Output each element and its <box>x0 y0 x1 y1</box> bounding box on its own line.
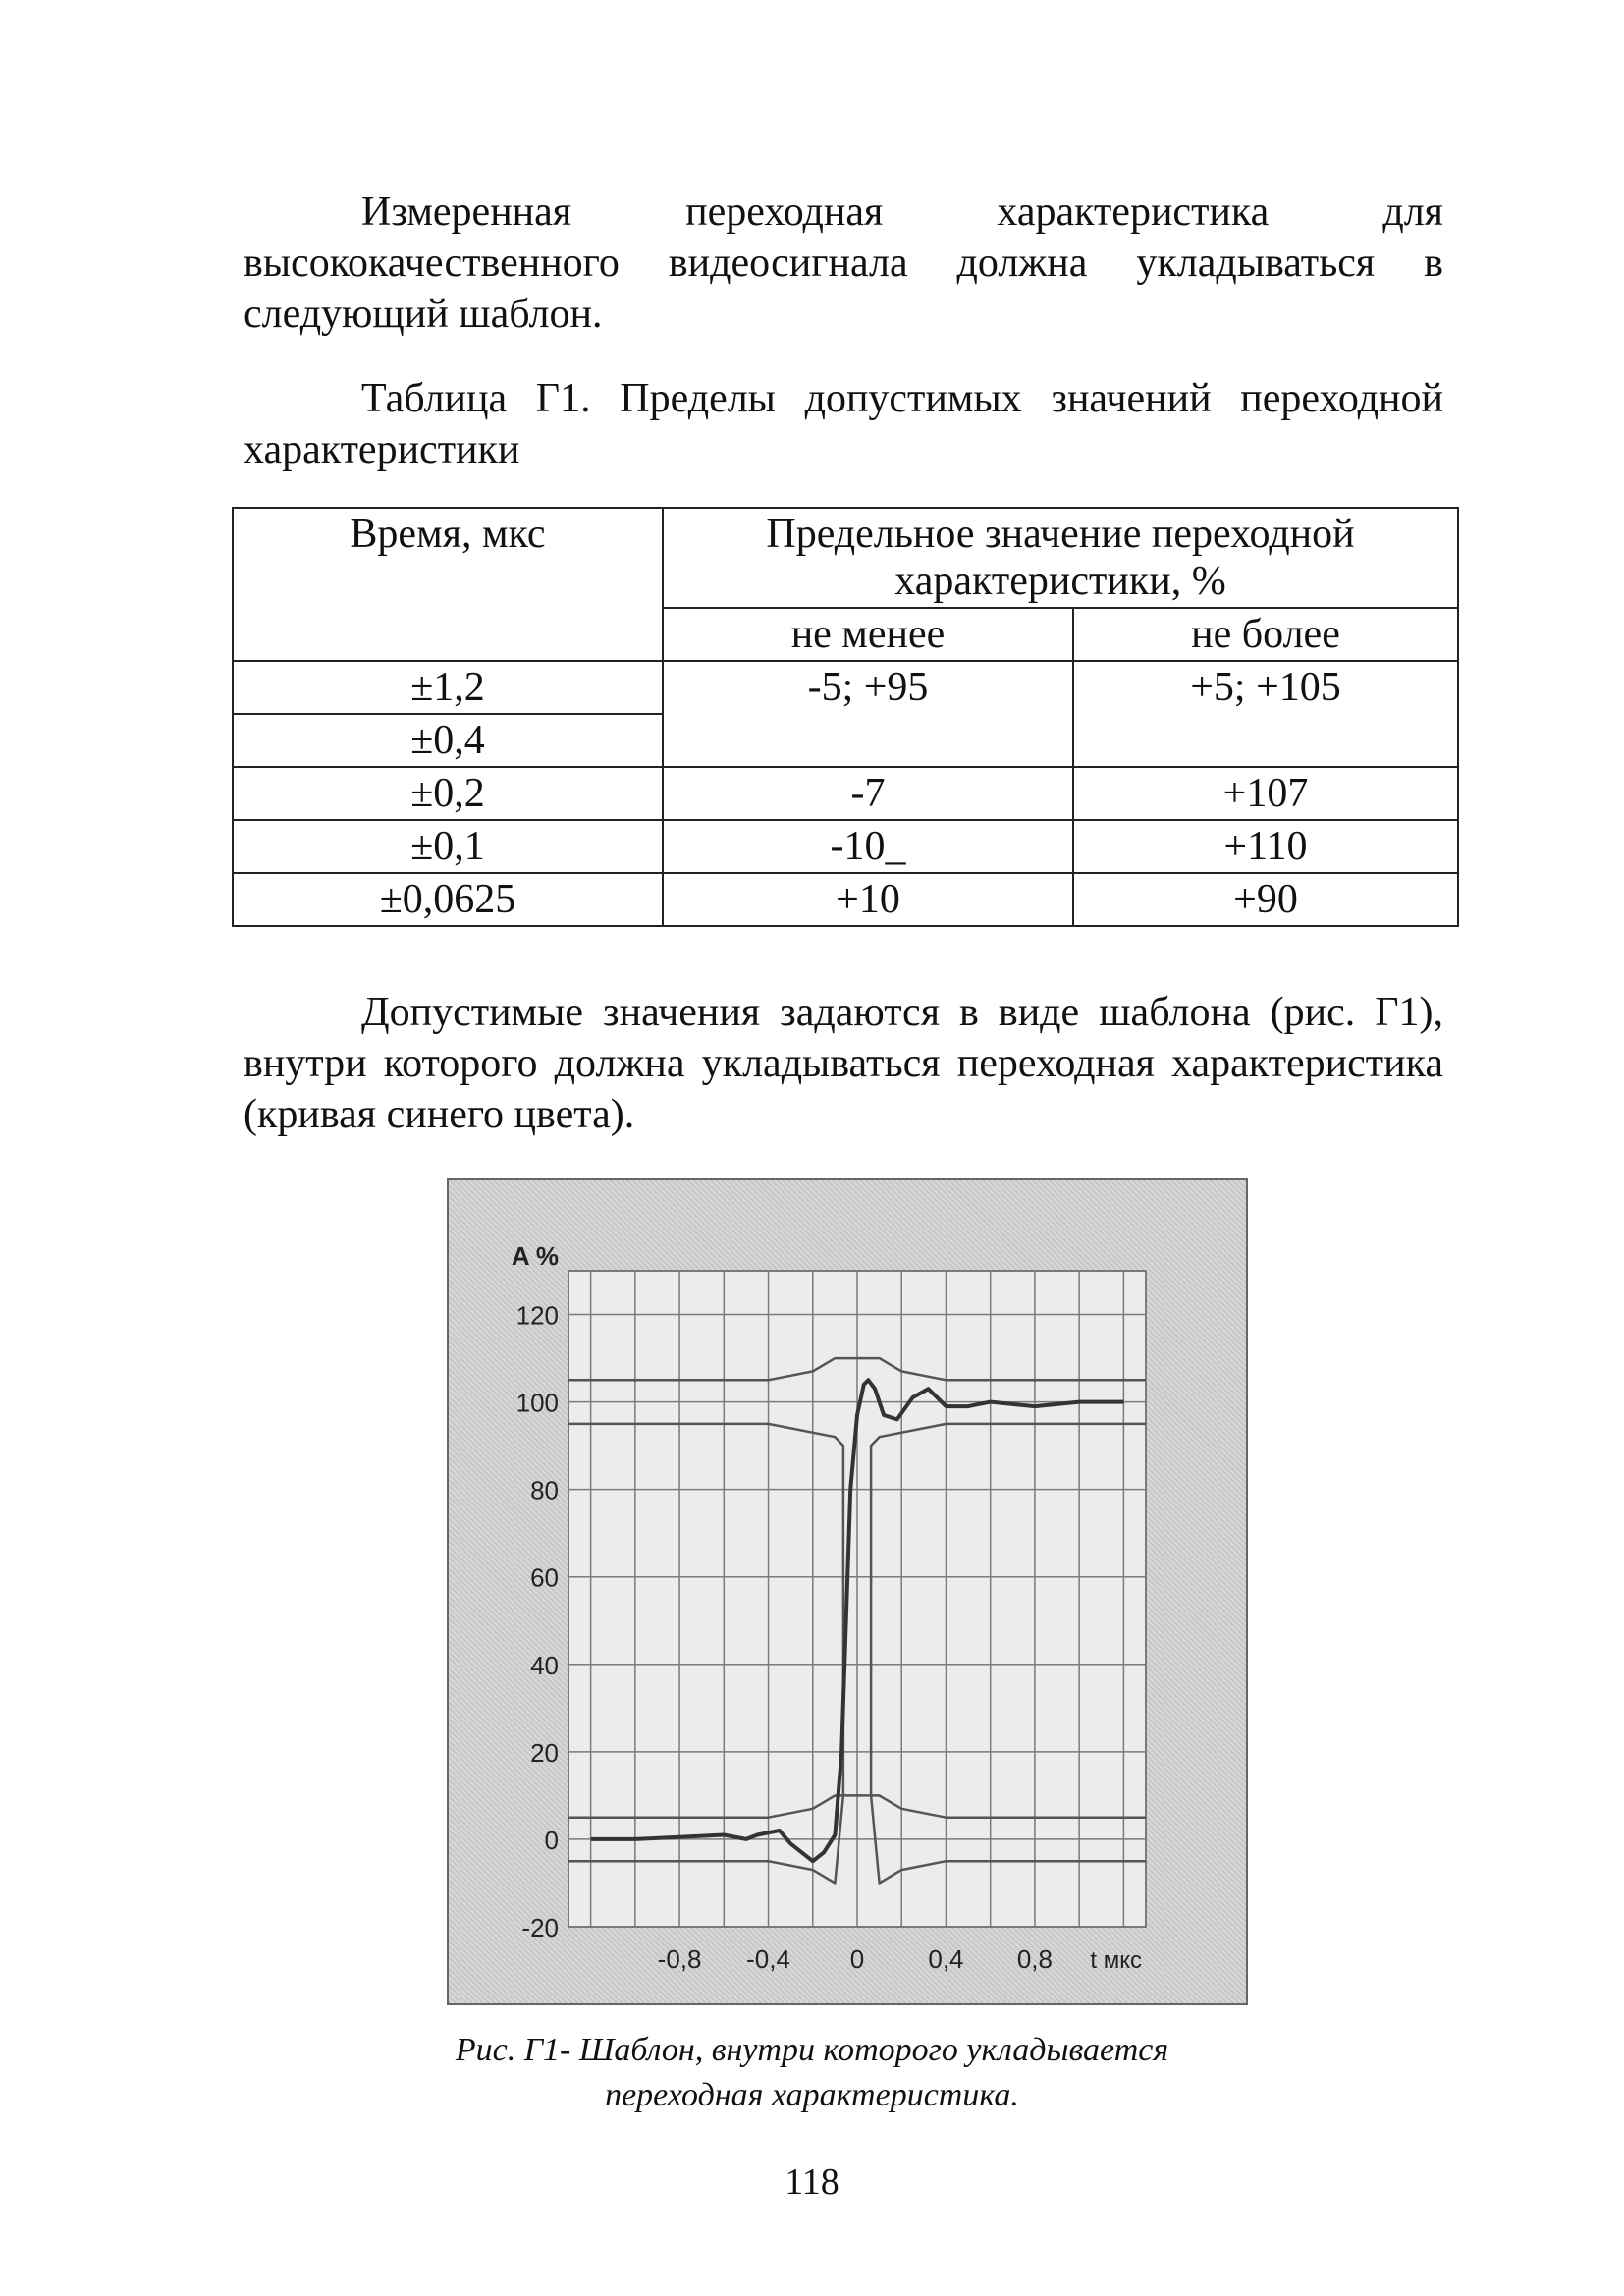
x-tick-label: 0,4 <box>928 1944 964 1974</box>
x-tick-label: -0,8 <box>657 1944 702 1974</box>
cell-max: +107 <box>1073 767 1458 820</box>
table-row <box>233 820 1458 873</box>
table-row <box>233 767 1458 820</box>
cell-max: +90 <box>1073 873 1458 926</box>
cell-time: ±1,2 <box>233 661 663 714</box>
template-text: Допустимые значения задаются в виде шаблона (рис. Г1), внутри которого должна укладываться переходная характеристика (кривая синего цвета). <box>244 990 1443 1137</box>
table-caption-text: Таблица Г1. Пределы допустимых значений переходной характеристики <box>244 376 1443 472</box>
transient-chart <box>447 1178 1248 2005</box>
y-tick-label: 80 <box>530 1475 559 1505</box>
cell-time: ±0,4 <box>233 714 663 767</box>
limits-table <box>232 507 1459 927</box>
cell-min: -7 <box>663 767 1073 820</box>
cell-min: -5; +95 <box>663 661 1073 767</box>
cell-min: +10 <box>663 873 1073 926</box>
x-tick-label: 0,8 <box>1016 1944 1054 1974</box>
y-tick-label: 40 <box>530 1650 559 1680</box>
y-tick-label: 20 <box>530 1737 559 1768</box>
header-time: Время, мкс <box>233 508 663 661</box>
figure-caption-line2: переходная характеристика. <box>605 2077 1019 2113</box>
figure-caption <box>295 2028 1329 2118</box>
cell-time: ±0,1 <box>233 820 663 873</box>
y-axis-label: A % <box>511 1241 559 1271</box>
chart-canvas <box>449 1180 1246 2003</box>
page-number: 118 <box>785 2161 839 2203</box>
y-tick-label: 0 <box>544 1825 559 1855</box>
table-row <box>233 873 1458 926</box>
x-tick-label: -0,4 <box>746 1944 790 1974</box>
x-axis-label: t мкс <box>1090 1947 1142 1974</box>
cell-time: ±0,0625 <box>233 873 663 926</box>
table-header-row <box>233 508 1458 608</box>
table-row <box>233 661 1458 714</box>
y-tick-label: 120 <box>515 1300 559 1331</box>
cell-max: +5; +105 <box>1073 661 1458 767</box>
table-caption <box>244 373 1443 475</box>
header-min: не менее <box>663 608 1073 661</box>
header-limit: Предельное значение переходной характеристики, % <box>663 508 1458 608</box>
header-max: не более <box>1073 608 1458 661</box>
figure-caption-line1: Рис. Г1- Шаблон, внутри которого укладывается <box>455 2032 1169 2068</box>
cell-time: ±0,2 <box>233 767 663 820</box>
y-tick-label: 100 <box>515 1388 559 1418</box>
template-paragraph <box>244 987 1443 1140</box>
cell-max: +110 <box>1073 820 1458 873</box>
cell-min: -10_ <box>663 820 1073 873</box>
y-tick-label: 60 <box>530 1562 559 1593</box>
intro-text: Измеренная переходная характеристика для высококачественного видеосигнала должна укладываться в следующий шаблон. <box>244 190 1443 337</box>
intro-paragraph <box>244 187 1443 340</box>
x-tick-label: 0 <box>849 1944 865 1974</box>
y-tick-label: -20 <box>521 1913 559 1942</box>
